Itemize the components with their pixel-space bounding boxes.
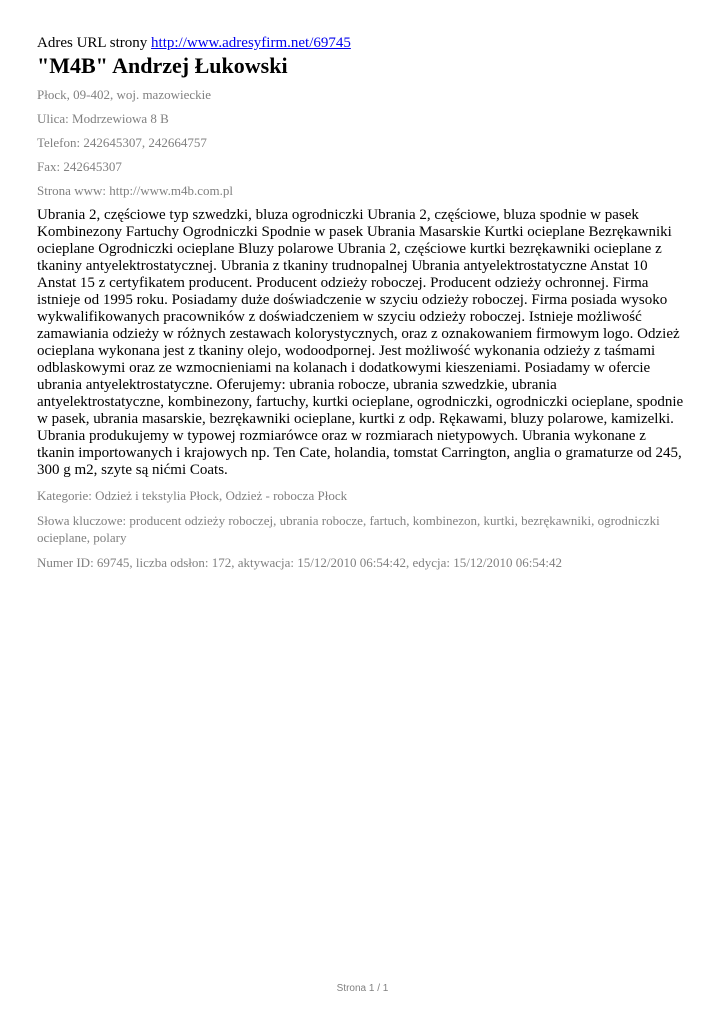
company-location: Płock, 09-402, woj. mazowieckie [37, 87, 212, 102]
company-website: Strona www: http://www.m4b.com.pl [37, 183, 233, 198]
keywords: Słowa kluczowe: producent odzieży roboczej, ubrania robocze, fartuch, kombinezon, kurtki, bezrękawniki, ogrodniczki ocieplane, polary [37, 513, 660, 545]
company-phone: Telefon: 242645307, 242664757 [37, 135, 207, 150]
categories: Kategorie: Odzież i tekstylia Płock, Odzież - robocza Płock [37, 488, 348, 503]
record-info: Numer ID: 69745, liczba odsłon: 172, aktywacja: 15/12/2010 06:54:42, edycja: 15/12/2010 06:54:42 [37, 555, 562, 570]
page-url-line [37, 33, 687, 53]
page-number: Strona 1 / 1 [336, 983, 389, 994]
company-fax: Fax: 242645307 [37, 159, 122, 174]
page-url-link[interactable]: http://www.adresyfirm.net/69745 [151, 35, 351, 51]
company-description: Ubrania 2, częściowe typ szwedzki, bluza ogrodniczki Ubrania 2, częściowe, bluza spodnie w pasek Kombinezony Fartuchy Ogrodniczki Spodnie w pasek Ubrania Masarskie Kurtki ocieplane Bezrękawniki ocieplane Ogrodniczki ocieplane Bluzy polarowe Ubrania 2, częściowe kurtki bezrękawniki ocieplane z tkaniny antyelektrostatycznej. Ubrania z tkaniny trudnopalnej Ubrania antyelektrostatyczne Anstat 10 Anstat 15 z certyfikatem producent. Producent odzieży roboczej. Producent odzieży ochronnej. Firma istnieje od 1995 roku. Posiadamy duże doświadczenie w szyciu odzieży roboczej. Firma posiada wysoko wykwalifikowanych pracowników z doświadczeniem w szyciu odzieży roboczej. Istnieje możliwość zamawiania odzieży w różnych zestawach kolorystycznych, oraz z oznakowaniem firmowym logo. Odzież ocieplana wykonana jest z tkaniny olejo, wodoodpornej. Jest możliwość wykonania odzieży z taśmami odblaskowymi oraz ze wzmocnieniami na kolanach i dodatkowymi kieszeniami. Posiadamy w ofercie ubrania antyelektrostatyczne. Oferujemy: ubrania robocze, ubrania szwedzkie, ubrania antyelektrostatyczne, kombinezony, fartuchy, kurtki ocieplane, ogrodniczki, ogrodniczki ocieplane, spodnie w pasek, ubrania masarskie, bezrękawniki ocieplane, kurtki z odp. Rękawami, bluzy polarowe, kamizelki. Ubrania produkujemy w typowej rozmiarówce oraz w rozmiarach nietypowych. Ubrania wykonane z tkanin importowanych i krajowych np. Ten Cate, holandia, tomstat Carrington, anglia o gramaturze od 245, 300 g m2, szyte są nićmi Coats. [37, 207, 684, 478]
company-street: Ulica: Modrzewiowa 8 B [37, 111, 169, 126]
company-name: "M4B" Andrzej Łukowski [37, 53, 288, 78]
url-label: Adres URL strony [37, 35, 148, 51]
document-page [37, 33, 687, 579]
